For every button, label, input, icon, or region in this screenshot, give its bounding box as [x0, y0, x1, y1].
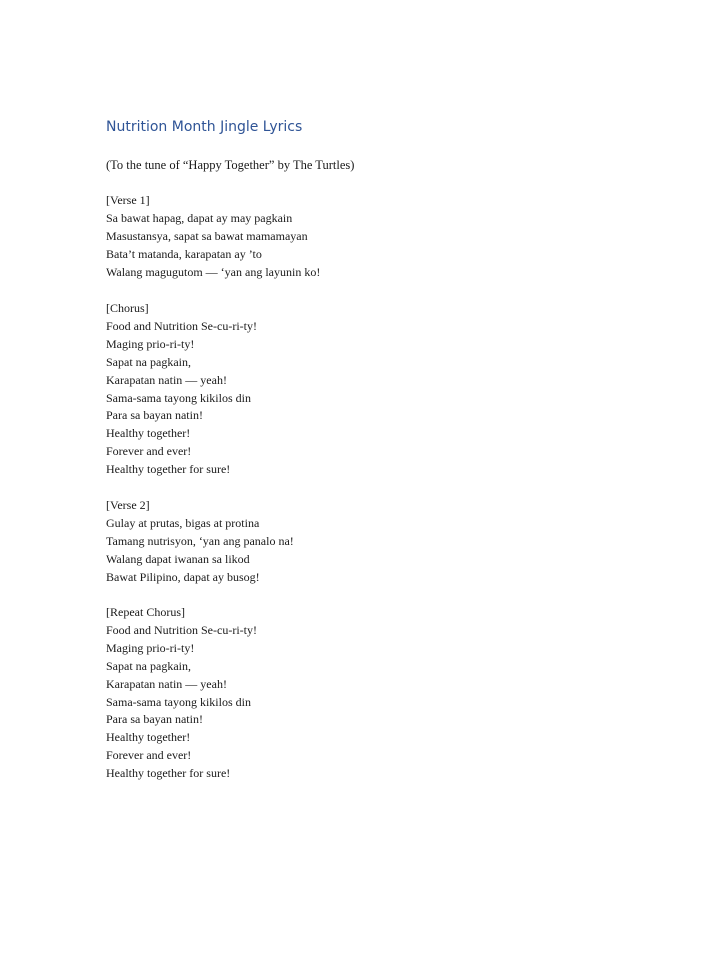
lyric-line: Maging prio-ri-ty! [106, 336, 195, 351]
lyric-line: Sama-sama tayong kikilos din [106, 390, 251, 405]
document-title: Nutrition Month Jingle Lyrics [106, 119, 303, 135]
section-verse-2 [106, 497, 294, 587]
section-heading: [Verse 1] [106, 193, 150, 207]
section-chorus [106, 300, 257, 479]
section-repeat-chorus [106, 604, 257, 783]
lyric-line: Bata’t matanda, karapatan ay ’to [106, 246, 262, 261]
lyric-line: Masustansya, sapat sa bawat mamamayan [106, 228, 308, 243]
lyric-line: Food and Nutrition Se-cu-ri-ty! [106, 318, 257, 333]
lyric-line: Para sa bayan natin! [106, 712, 203, 727]
section-heading: [Repeat Chorus] [106, 605, 185, 619]
lyric-line: Bawat Pilipino, dapat ay busog! [106, 569, 260, 584]
lyric-line: Food and Nutrition Se-cu-ri-ty! [106, 622, 257, 637]
lyric-line: Healthy together! [106, 426, 191, 441]
section-verse-1 [106, 192, 320, 282]
lyric-line: Walang dapat iwanan sa likod [106, 551, 250, 566]
lyric-line: Sama-sama tayong kikilos din [106, 694, 251, 709]
lyric-line: Healthy together for sure! [106, 462, 231, 477]
lyric-line: Karapatan natin — yeah! [106, 676, 227, 691]
lyric-line: Tamang nutrisyon, ‘yan ang panalo na! [106, 533, 294, 548]
lyric-line: Walang magugutom — ‘yan ang layunin ko! [106, 264, 321, 279]
lyric-line: Forever and ever! [106, 748, 192, 763]
section-heading: [Verse 2] [106, 498, 150, 512]
lyric-line: Para sa bayan natin! [106, 408, 203, 423]
lyric-line: Gulay at prutas, bigas at protina [106, 515, 260, 530]
document-subtitle: (To the tune of “Happy Together” by The Turtles) [106, 158, 355, 172]
lyric-line: Healthy together for sure! [106, 766, 231, 781]
lyric-line: Sapat na pagkain, [106, 658, 191, 673]
lyric-line: Forever and ever! [106, 444, 192, 459]
section-heading: [Chorus] [106, 301, 149, 315]
lyric-line: Healthy together! [106, 730, 191, 745]
lyric-line: Maging prio-ri-ty! [106, 640, 195, 655]
lyric-line: Sa bawat hapag, dapat ay may pagkain [106, 210, 293, 225]
lyric-line: Karapatan natin — yeah! [106, 372, 227, 387]
lyric-line: Sapat na pagkain, [106, 354, 191, 369]
